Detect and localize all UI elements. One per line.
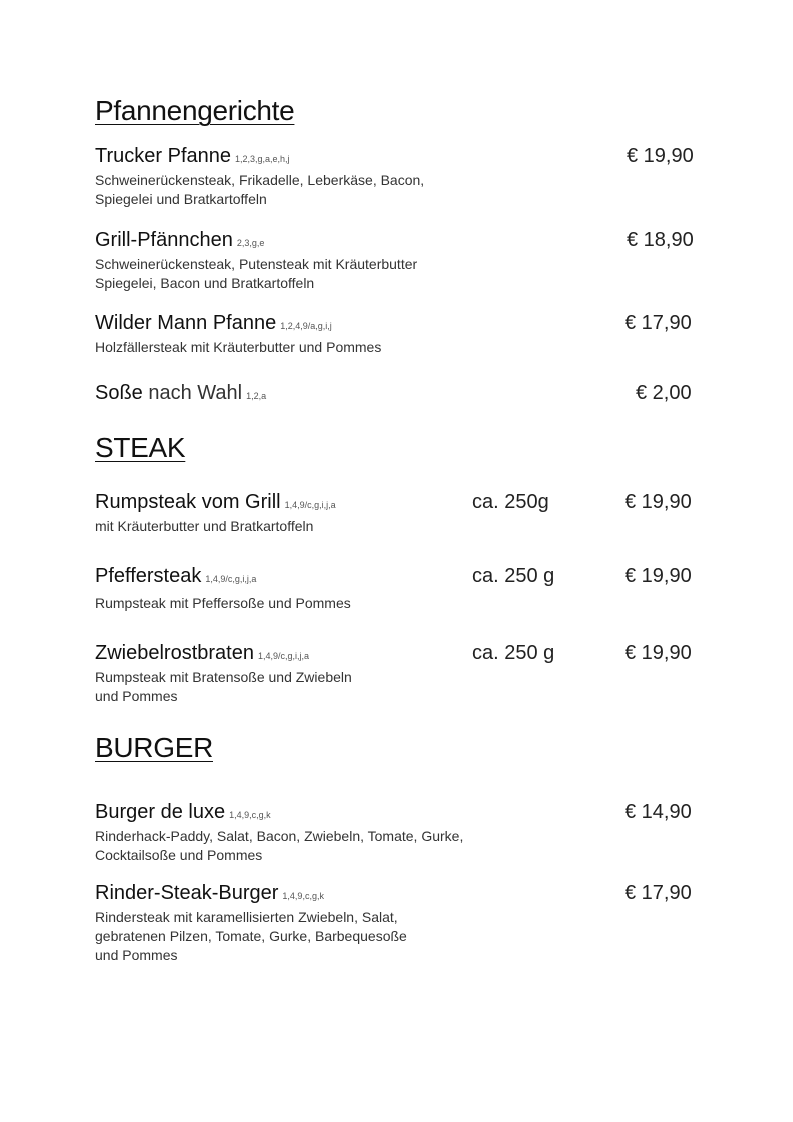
menu-item-rumpsteak: [95, 491, 715, 536]
item-description-line: gebratenen Pilzen, Tomate, Gurke, Barbequesoße: [95, 928, 407, 944]
item-allergens: 1,4,9/c,g,i,j,a: [284, 500, 336, 510]
menu-item-grill-pfaennchen: [95, 229, 715, 293]
item-price: € 2,00: [636, 382, 692, 404]
item-allergens: 1,2,4,9/a,g,i,j: [280, 321, 332, 331]
item-description-line: Spiegelei und Bratkartoffeln: [95, 191, 267, 207]
item-description-line: und Pommes: [95, 947, 178, 963]
section-title-burger: BURGER: [95, 732, 213, 763]
item-name: Grill-Pfännchen: [95, 229, 233, 251]
item-header: [95, 801, 715, 827]
item-header: [95, 382, 715, 408]
item-price: € 19,90: [625, 642, 692, 664]
item-header: [95, 565, 715, 591]
item-name: Soße: [95, 382, 143, 404]
item-price: € 17,90: [625, 312, 692, 334]
item-description-line: Rinderhack-Paddy, Salat, Bacon, Zwiebeln, Tomate, Gurke,: [95, 828, 464, 844]
item-price: € 19,90: [625, 565, 692, 587]
item-allergens: 1,4,9,c,g,k: [282, 891, 324, 901]
item-name: Rinder-Steak-Burger: [95, 882, 279, 904]
item-header: [95, 312, 715, 338]
menu-item-zwiebelrostbraten: [95, 642, 715, 706]
item-name: Burger de luxe: [95, 801, 226, 823]
item-name: Trucker Pfanne: [95, 145, 231, 167]
item-price: € 19,90: [625, 491, 692, 513]
item-allergens: 1,4,9/c,g,i,j,a: [257, 651, 309, 661]
item-description-line: mit Kräuterbutter und Bratkartoffeln: [95, 518, 314, 534]
item-header: [95, 229, 715, 255]
menu-item-rinder-steak-burger: [95, 882, 715, 965]
item-name: Rumpsteak vom Grill: [95, 491, 281, 513]
item-name: Zwiebelrostbraten: [95, 642, 254, 664]
item-description-line: Schweinerückensteak, Frikadelle, Leberkäse, Bacon,: [95, 172, 425, 188]
section-title-steak: STEAK: [95, 432, 186, 463]
menu-item-trucker-pfanne: [95, 145, 715, 209]
item-description-line: Rindersteak mit karamellisierten Zwiebeln, Salat,: [95, 909, 398, 925]
item-header: [95, 642, 715, 668]
item-description-line: Rumpsteak mit Pfeffersoße und Pommes: [95, 595, 351, 611]
section-title-pfannengerichte: Pfannengerichte: [95, 95, 295, 126]
item-allergens: 1,4,9/c,g,i,j,a: [205, 574, 257, 584]
item-allergens: 1,2,a: [246, 391, 267, 401]
item-allergens: 1,2,3,g,a,e,h,j: [235, 154, 290, 164]
menu-item-sosse: [95, 382, 715, 408]
item-allergens: 2,3,g,e: [236, 238, 265, 248]
item-weight: ca. 250 g: [472, 642, 555, 664]
item-price: € 18,90: [627, 229, 694, 251]
item-description-line: und Pommes: [95, 688, 178, 704]
menu-item-burger-de-luxe: [95, 801, 715, 865]
item-name-suffix: nach Wahl: [142, 382, 243, 404]
item-description-line: Schweinerückensteak, Putensteak mit Kräuterbutter: [95, 256, 418, 272]
item-name: Wilder Mann Pfanne: [95, 312, 277, 334]
item-name: Pfeffersteak: [95, 565, 202, 587]
item-description-line: Holzfällersteak mit Kräuterbutter und Pommes: [95, 339, 382, 355]
menu-item-wilder-mann-pfanne: [95, 312, 715, 357]
item-header: [95, 882, 715, 908]
item-weight: ca. 250g: [472, 491, 549, 513]
item-description-line: Spiegelei, Bacon und Bratkartoffeln: [95, 275, 315, 291]
item-weight: ca. 250 g: [472, 565, 555, 587]
item-header: [95, 145, 715, 171]
item-price: € 14,90: [625, 801, 692, 823]
menu-item-pfeffersteak: [95, 565, 715, 613]
item-allergens: 1,4,9,c,g,k: [229, 810, 271, 820]
item-description-line: Cocktailsoße und Pommes: [95, 847, 263, 863]
item-price: € 17,90: [625, 882, 692, 904]
item-header: [95, 491, 715, 517]
item-description-line: Rumpsteak mit Bratensoße und Zwiebeln: [95, 669, 352, 685]
item-price: € 19,90: [627, 145, 694, 167]
